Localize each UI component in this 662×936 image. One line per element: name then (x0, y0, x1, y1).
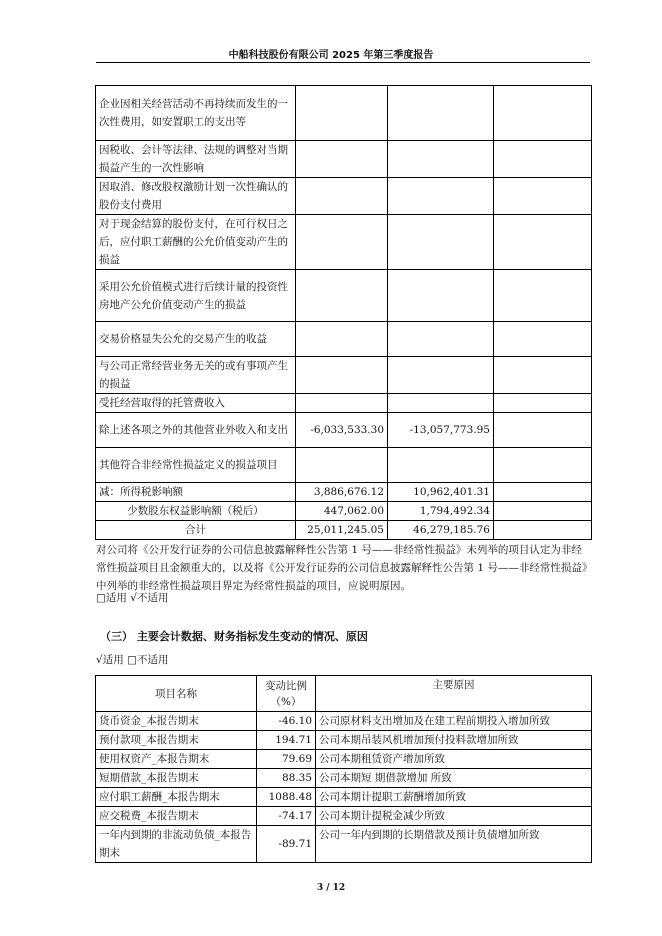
table-row (96, 394, 592, 413)
item-cell: 对于现金结算的股份支付，在可行权日之后，应付职工薪酬的公允价值变动产生的损益 (96, 215, 296, 270)
year-to-date-cell: 1,794,492.34 (388, 502, 494, 521)
year-to-date-cell (388, 270, 494, 322)
table-row (96, 750, 592, 769)
header-change-ratio (257, 676, 316, 712)
note-cell (494, 357, 592, 394)
page-header: 中船科技股份有限公司 2025 年第三季度报告 (228, 50, 434, 61)
note-cell (494, 448, 592, 483)
table-row (96, 826, 592, 863)
year-to-date-cell: 46,279,185.76 (388, 521, 494, 540)
table-row (96, 86, 592, 141)
current-period-cell (296, 322, 388, 357)
item-cell: 减：所得税影响额 (96, 483, 296, 502)
year-to-date-cell (388, 141, 494, 178)
section-3-applicability: √适用 □不适用 (96, 654, 169, 666)
note-cell (494, 86, 592, 141)
item-cell: 采用公允价值模式进行后续计量的投资性房地产公允价值变动产生的损益 (96, 270, 296, 322)
current-period-cell: 25,011,245.05 (296, 521, 388, 540)
table-row (96, 807, 592, 826)
change-ratio-cell: 88.35 (257, 769, 316, 788)
item-cell: 交易价格显失公允的交易产生的收益 (96, 322, 296, 357)
current-period-cell (296, 86, 388, 141)
table-row (96, 521, 592, 540)
header-main-reason: 主要原因 (316, 676, 592, 712)
table-row (96, 731, 592, 750)
year-to-date-cell: 10,962,401.31 (388, 483, 494, 502)
current-period-cell (296, 448, 388, 483)
table-row (96, 413, 592, 448)
non-recurring-items-table (95, 85, 592, 540)
current-period-cell (296, 141, 388, 178)
table-row (96, 357, 592, 394)
section-3-title: （三） 主要会计数据、财务指标发生变动的情况、原因 (100, 630, 368, 643)
year-to-date-cell (388, 394, 494, 413)
year-to-date-cell: -13,057,773.95 (388, 413, 494, 448)
year-to-date-cell (388, 178, 494, 215)
note-cell (494, 215, 592, 270)
table-row (96, 483, 592, 502)
year-to-date-cell (388, 357, 494, 394)
item-cell: 与公司正常经营业务无关的或有事项产生的损益 (96, 357, 296, 394)
item-cell: 应交税费_本报告期末 (96, 807, 257, 826)
change-ratio-cell: -89.71 (257, 826, 316, 863)
item-cell: 因取消、修改股权激励计划一次性确认的股份支付费用 (96, 178, 296, 215)
year-to-date-cell (388, 215, 494, 270)
item-cell: 其他符合非经常性损益定义的损益项目 (96, 448, 296, 483)
item-cell: 企业因相关经营活动不再持续而发生的一次性费用，如安置职工的支出等 (96, 86, 296, 141)
table-row (96, 141, 592, 178)
table-row (96, 215, 592, 270)
note-paragraph: 对公司将《公开发行证券的公司信息披露解释性公告第 1 号——非经常性损益》未列举的项目认定为非经常性损益项目且金额重大的，以及将《公开发行证券的公司信息披露解释性公告第 1 号——非经常性损益》中列举的非经常性损益项目界定为经常性损益的项目，应说明原因。 (96, 544, 588, 592)
table-row (96, 322, 592, 357)
note-cell (494, 322, 592, 357)
header-item-name: 项目名称 (96, 676, 257, 712)
note-cell (494, 270, 592, 322)
change-ratio-cell: 79.69 (257, 750, 316, 769)
current-period-cell (296, 357, 388, 394)
reason-cell: 公司本期计提职工薪酬增加所致 (316, 788, 592, 807)
item-cell: 除上述各项之外的其他营业外收入和支出 (96, 413, 296, 448)
header-change-ratio-line2: （%） (270, 695, 302, 708)
item-cell: 受托经营取得的托管费收入 (96, 394, 296, 413)
note-cell (494, 178, 592, 215)
change-ratio-cell: -74.17 (257, 807, 316, 826)
reason-cell: 公司本期短 期借款增加 所致 (316, 769, 592, 788)
table2-body (96, 712, 592, 863)
item-cell: 货币资金_本报告期末 (96, 712, 257, 731)
current-period-cell (296, 270, 388, 322)
current-period-cell (296, 394, 388, 413)
item-cell: 使用权资产_本报告期末 (96, 750, 257, 769)
table1-body (96, 86, 592, 540)
table-row (96, 270, 592, 322)
note-cell (494, 521, 592, 540)
item-cell: 一年内到期的非流动负债_本报告期末 (96, 826, 257, 863)
table2-header-row (96, 676, 592, 712)
change-ratio-cell: 194.71 (257, 731, 316, 750)
note-cell (494, 394, 592, 413)
reason-cell: 公司原材料支出增加及在建工程前期投入增加所致 (316, 712, 592, 731)
change-ratio-cell: 1088.48 (257, 788, 316, 807)
item-cell: 预付款项_本报告期末 (96, 731, 257, 750)
table-row (96, 788, 592, 807)
reason-cell: 公司本期吊装风机增加预付投料款增加所致 (316, 731, 592, 750)
item-cell: 合计 (96, 521, 296, 540)
financial-changes-table (95, 675, 592, 863)
table-row (96, 502, 592, 521)
table-row (96, 178, 592, 215)
table-row (96, 448, 592, 483)
year-to-date-cell (388, 86, 494, 141)
current-period-cell (296, 215, 388, 270)
item-cell: 因税收、会计等法律、法规的调整对当期损益产生的一次性影响 (96, 141, 296, 178)
item-cell: 少数股东权益影响额（税后） (96, 502, 296, 521)
header-divider (96, 62, 590, 63)
year-to-date-cell (388, 448, 494, 483)
reason-cell: 公司本期租赁资产增加所致 (316, 750, 592, 769)
note-applicability: □适用 √不适用 (96, 592, 169, 604)
reason-cell: 公司本期计提税金减少所致 (316, 807, 592, 826)
year-to-date-cell (388, 322, 494, 357)
note-cell (494, 141, 592, 178)
note-cell (494, 483, 592, 502)
item-cell: 应付职工薪酬_本报告期末 (96, 788, 257, 807)
current-period-cell: -6,033,533.30 (296, 413, 388, 448)
current-period-cell (296, 178, 388, 215)
table-row (96, 769, 592, 788)
change-ratio-cell: -46.10 (257, 712, 316, 731)
reason-cell: 公司一年内到期的长期借款及预计负债增加所致 (316, 826, 592, 863)
current-period-cell: 3,886,676.12 (296, 483, 388, 502)
header-change-ratio-line1: 变动比例 (265, 679, 307, 692)
current-period-cell: 447,062.00 (296, 502, 388, 521)
note-cell (494, 502, 592, 521)
note-cell (494, 413, 592, 448)
item-cell: 短期借款_本报告期末 (96, 769, 257, 788)
page-number: 3 / 12 (316, 883, 346, 893)
table-row (96, 712, 592, 731)
